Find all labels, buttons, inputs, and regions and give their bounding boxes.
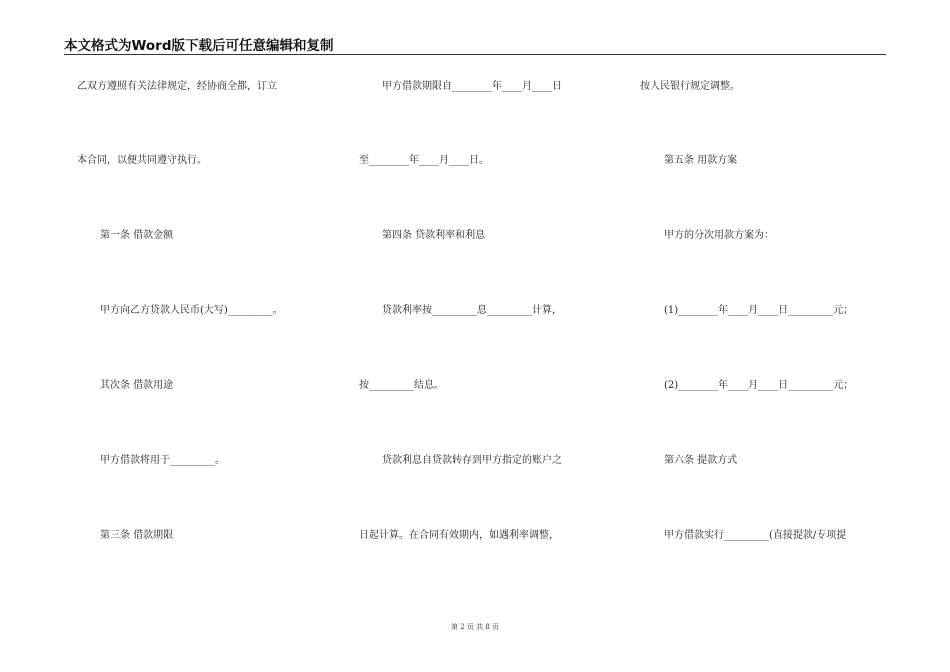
col3-line-7: 甲方借款实行_________(直接提款/专项提 — [664, 530, 847, 541]
page-number: 第 2 页 共 8 页 — [450, 623, 500, 631]
col2-line-1: 甲方借款期限自________年____月____日 — [382, 81, 562, 92]
col1-line-5: 其次条 借款用途 — [100, 380, 174, 391]
col2-line-3: 第四条 贷款利率和利息 — [382, 230, 486, 241]
col2-line-6: 贷款利息自贷款转存到甲方指定的账户之 — [382, 455, 562, 466]
col3-line-1: 按人民银行规定调整。 — [640, 81, 740, 92]
col3-line-6: 第六条 提款方式 — [664, 455, 738, 466]
col1-line-3: 第一条 借款金额 — [100, 230, 174, 241]
header-title: 本文格式为Word版下载后可任意编辑和复制 — [64, 38, 334, 54]
col3-line-4: (1)________年____月____日_________元； — [664, 305, 854, 316]
col3-line-3: 甲方的分次用款方案为： — [664, 230, 774, 241]
col3-line-2: 第五条 用款方案 — [664, 155, 738, 166]
col2-line-4: 贷款利率按_________息_________计算， — [382, 305, 562, 316]
col1-line-1: 乙双方遵照有关法律规定，经协商全都，订立 — [77, 81, 277, 92]
col2-line-2: 至________年____月____日。 — [359, 155, 489, 166]
col1-line-4: 甲方向乙方贷款人民币(大写)_________。 — [100, 305, 283, 316]
col1-line-2: 本合同，以便共同遵守执行。 — [77, 155, 207, 166]
col2-line-5: 按_________结息。 — [359, 380, 444, 391]
col2-line-7: 日起计算。在合同有效期内，如遇利率调整， — [359, 530, 559, 541]
col3-line-5: (2)________年____月____日_________元； — [664, 380, 854, 391]
col1-line-7: 第三条 借款期限 — [100, 530, 174, 541]
col1-line-6: 甲方借款将用于_________。 — [100, 455, 225, 466]
